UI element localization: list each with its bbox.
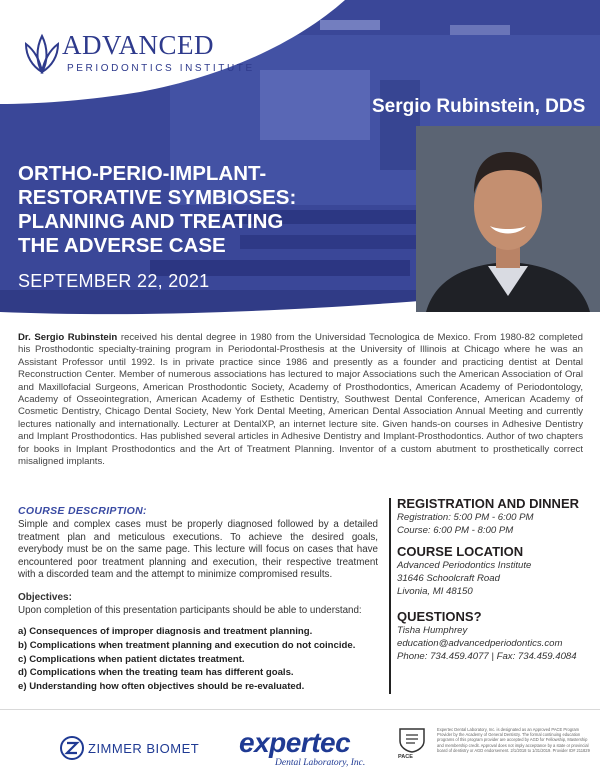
location-section — [397, 544, 597, 598]
registration-heading: REGISTRATION AND DINNER — [397, 496, 579, 511]
speaker-portrait-image — [416, 126, 600, 312]
zimmer-biomet-text: ZIMMER BIOMET — [88, 741, 200, 756]
course-title — [18, 162, 348, 258]
bio-speaker-name: Dr. Sergio Rubinstein — [18, 332, 118, 343]
objective-item: c) Complications when patient dictates treatment. — [18, 653, 245, 665]
column-divider — [389, 498, 391, 694]
logo — [22, 30, 255, 80]
hero-banner — [0, 0, 600, 330]
course-title-line: ORTHO-PERIO-IMPLANT- — [18, 162, 267, 185]
objective-item: e) Understanding how often objectives should be re-evaluated. — [18, 681, 305, 693]
speaker-bio — [18, 332, 583, 468]
zimmer-z-icon — [60, 736, 84, 760]
contact-phone-fax: Phone: 734.459.4077 | Fax: 734.459.4084 — [397, 651, 577, 662]
course-date: SEPTEMBER 22, 2021 — [18, 271, 210, 291]
questions-section — [397, 609, 597, 663]
expertec-subtitle: Dental Laboratory, Inc. — [275, 758, 366, 768]
expertec-logo — [239, 727, 389, 771]
bio-text: received his dental degree in 1980 from the Universidad Tecnologica de Mexico. From 1980-82 completed his Prosthodontic specialty-training program in Periodontal-Prosthesis at the University of Illinois at Chicago where he was an Assistant Professor until 1992. Is in private practice since 1986 and presently as a founder and practicing dentist at Dental Reconstruction Center. Member of numerous associations has lectured to major Associations such the American Association of Oral and Maxillofacial Surgeons, American Prosthodontic Society, Academy of Prosthodontics, American Academy of Periodontology, Academy of Osseointegration, American Academy of Esthetic Dentistry, Southwest Dental Conference, American Academy of Cosmetic Dentistry, Chicago Dental Society, New York Dental Meeting, American Dental Association Annual Meeting and currently lectures nationally and internationally. Lecturer at DentalXP, an internet lecture site. Given hands-on courses in Adhesive Dentistry and Implant Prosthodontics. Has published several articles in Adhesive Dentistry and Implant-Prosthodontics. Author of two chapters for books in Implant Prosthodontics and the Art of Treatment Planning. Inventor of a custom abutment to prosthetically correct misaligned implants. — [18, 332, 583, 468]
location-street: 31646 Schoolcraft Road — [397, 573, 500, 584]
expertec-wordmark: expertec — [239, 727, 351, 758]
course-description: Simple and complex cases must be properly diagnosed followed by a detailed treatment plan and meticulous executions. To achieve the desired goals, everybody must be on the same page. This lecture will focus on cases that have encountered poor treatment planning and execution, their respective treatment with a discorded team and the attempt to minimize compromised results. — [18, 519, 378, 581]
objectives-heading: Objectives: — [18, 592, 72, 603]
footer-divider — [0, 709, 600, 710]
location-name: Advanced Periodontics Institute — [397, 560, 532, 571]
pace-shield-icon — [398, 727, 426, 753]
logo-subtitle: PERIODONTICS INSTITUTE — [67, 63, 255, 74]
speaker-photo — [416, 126, 600, 312]
questions-heading: QUESTIONS? — [397, 609, 482, 624]
course-title-line: RESTORATIVE SYMBIOSES: — [18, 186, 297, 209]
objectives-intro: Upon completion of this presentation participants should be able to understand: — [18, 605, 362, 616]
pace-logo — [398, 727, 426, 765]
logo-wordmark: ADVANCED — [62, 30, 215, 60]
objective-item: b) Complications when treatment planning and execution do not coincide. — [18, 639, 356, 651]
objective-item: d) Complications when the treating team has different goals. — [18, 667, 294, 679]
contact-name: Tisha Humphrey — [397, 625, 468, 636]
registration-time: Registration: 5:00 PM - 6:00 PM — [397, 512, 534, 523]
contact-email[interactable]: education@advancedperiodontics.com — [397, 638, 563, 649]
course-time: Course: 6:00 PM - 8:00 PM — [397, 525, 514, 536]
zimmer-biomet-logo — [60, 735, 210, 765]
registration-section — [397, 496, 597, 537]
location-city: Livonia, MI 48150 — [397, 586, 473, 597]
pace-label: PACE — [398, 754, 413, 760]
course-description-heading: COURSE DESCRIPTION: — [18, 505, 147, 517]
pace-disclaimer: Expertec Dental Laboratory, Inc. is designated as an Approved PACE Program Provider by the Academy of General Dentistry. The formal continuing education programs of this program provider are accepted by AGD for Fellowship, Mastership and membership credit. Approval does not imply acceptance by a state or provincial board of dentistry or AGD endorsement. 2/1/2018 to 1/31/2019. Provider ID# 211829 — [437, 727, 590, 753]
location-heading: COURSE LOCATION — [397, 544, 524, 559]
lotus-logo-icon — [22, 32, 62, 76]
objectives-list — [18, 625, 388, 694]
course-title-line: THE ADVERSE CASE — [18, 234, 226, 257]
speaker-name: Sergio Rubinstein, DDS — [372, 96, 586, 117]
course-title-line: PLANNING AND TREATING — [18, 210, 284, 233]
objective-item: a) Consequences of improper diagnosis and treatment planning. — [18, 626, 313, 637]
